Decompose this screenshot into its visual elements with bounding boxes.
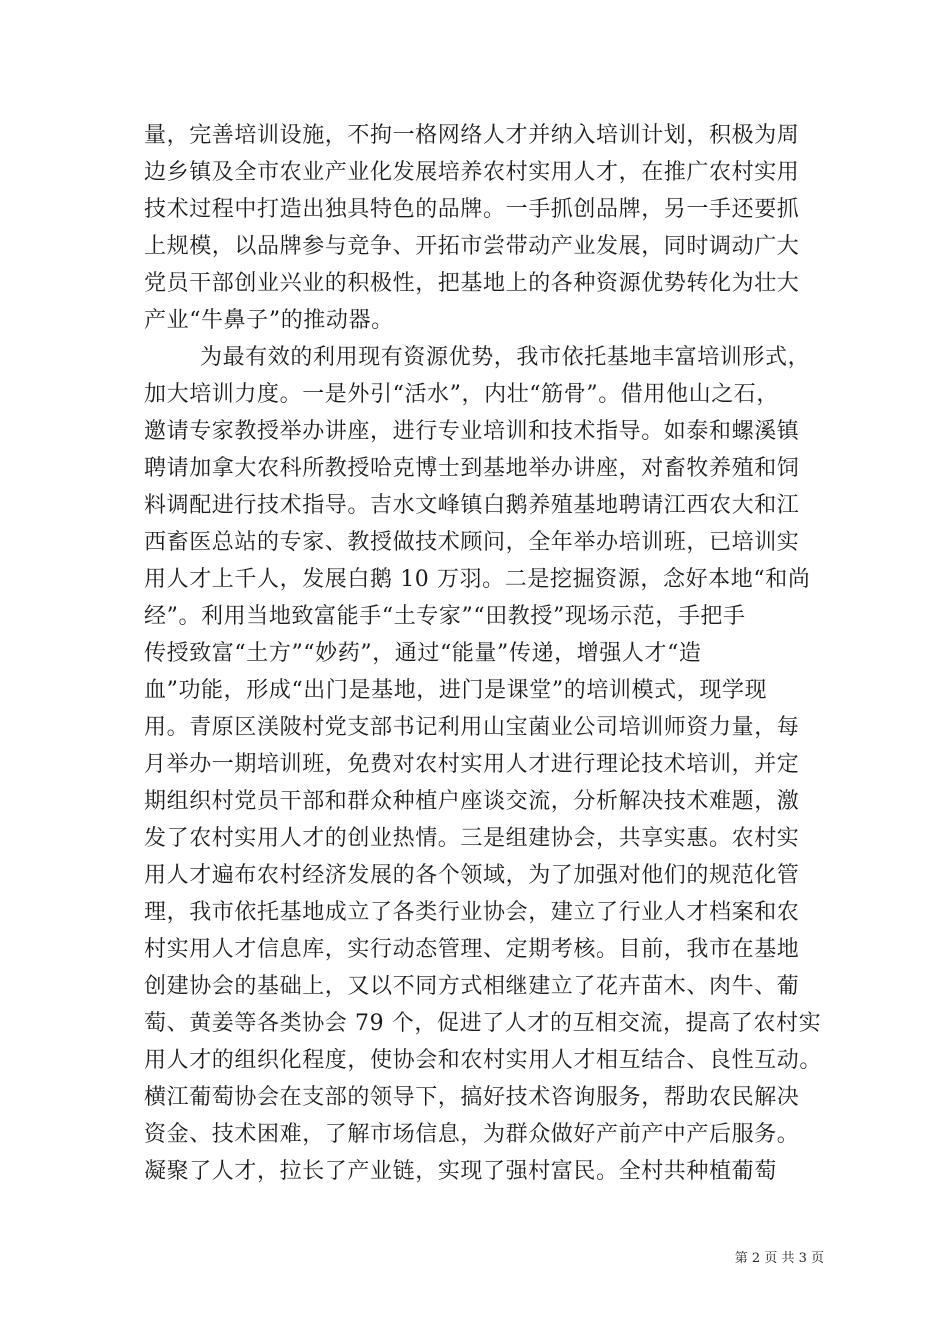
text-line: 党员干部创业兴业的积极性，把基地上的各种资源优势转化为壮大 (144, 271, 800, 296)
text-line: 加大培训力度。一是外引“活水”，内壮“筋骨”。借用他山之石， (144, 382, 779, 407)
text-line: 横江葡萄协会在支部的领导下，搞好技术咨询服务，帮助农民解决 (144, 1085, 800, 1110)
text-line: 传授致富“土方”“妙药”，通过“能量”传递，增强人才“造 (144, 641, 702, 666)
text-line: 村实用人才信息库，实行动态管理、定期考核。目前，我市在基地 (144, 937, 800, 962)
text-line: 凝聚了人才，拉长了产业链，实现了强村富民。全村共种植葡萄 (144, 1159, 777, 1184)
text-line: 料调配进行技术指导。吉水文峰镇白鹅养殖基地聘请江西农大和江 (144, 493, 800, 518)
text-line: 发了农村实用人才的创业热情。三是组建协会，共享实惠。农村实 (144, 826, 800, 851)
text-line: 理，我市依托基地成立了各类行业协会，建立了行业人才档案和农 (144, 900, 800, 925)
text-line: 量，完善培训设施，不拘一格网络人才并纳入培训计划，积极为周 (144, 123, 800, 148)
text-line: 经”。利用当地致富能手“土专家”“田教授”现场示范，手把手 (144, 604, 746, 629)
text-line: 聘请加拿大农科所教授哈克博士到基地举办讲座，对畜牧养殖和饲 (144, 456, 800, 481)
paragraph-first-line: 为最有效的利用现有资源优势，我市依托基地丰富培训形式， (200, 345, 811, 370)
text-line: 萄、黄姜等各类协会 79 个，促进了人才的互相交流，提高了农村实 (144, 1011, 822, 1036)
text-line: 产业“牛鼻子”的推动器。 (144, 308, 394, 333)
text-line: 月举办一期培训班，免费对农村实用人才进行理论技术培训，并定 (144, 752, 800, 777)
text-line: 创建协会的基础上，又以不同方式相继建立了花卉苗木、肉牛、葡 (144, 974, 800, 999)
text-line: 用。青原区渼陂村党支部书记利用山宝菌业公司培训师资力量，每 (144, 715, 800, 740)
text-line: 西畜医总站的专家、教授做技术顾问，全年举办培训班，已培训实 (144, 530, 800, 555)
text-line: 上规模，以品牌参与竞争、开拓市尝带动产业发展，同时调动广大 (144, 234, 800, 259)
text-line: 边乡镇及全市农业产业化发展培养农村实用人才，在推广农村实用 (144, 160, 800, 185)
text-line: 用人才遍布农村经济发展的各个领域，为了加强对他们的规范化管 (144, 863, 800, 888)
text-line: 期组织村党员干部和群众种植户座谈交流，分析解决技术难题，激 (144, 789, 800, 814)
page-number-footer: 第 2 页 共 3 页 (734, 1251, 824, 1266)
text-line: 用人才上千人，发展白鹅 10 万羽。二是挖掘资源，念好本地“和尚 (144, 567, 811, 592)
text-line: 技术过程中打造出独具特色的品牌。一手抓创品牌，另一手还要抓 (144, 197, 800, 222)
text-line: 邀请专家教授举办讲座，进行专业培训和技术指导。如泰和螺溪镇 (144, 419, 800, 444)
text-line: 资金、技术困难，了解市场信息，为群众做好产前产中产后服务。 (144, 1122, 800, 1147)
text-line: 血”功能，形成“出门是基地，进门是课堂”的培训模式，现学现 (144, 678, 768, 703)
text-line: 用人才的组织化程度，使协会和农村实用人才相互结合、良性互动。 (144, 1048, 823, 1073)
